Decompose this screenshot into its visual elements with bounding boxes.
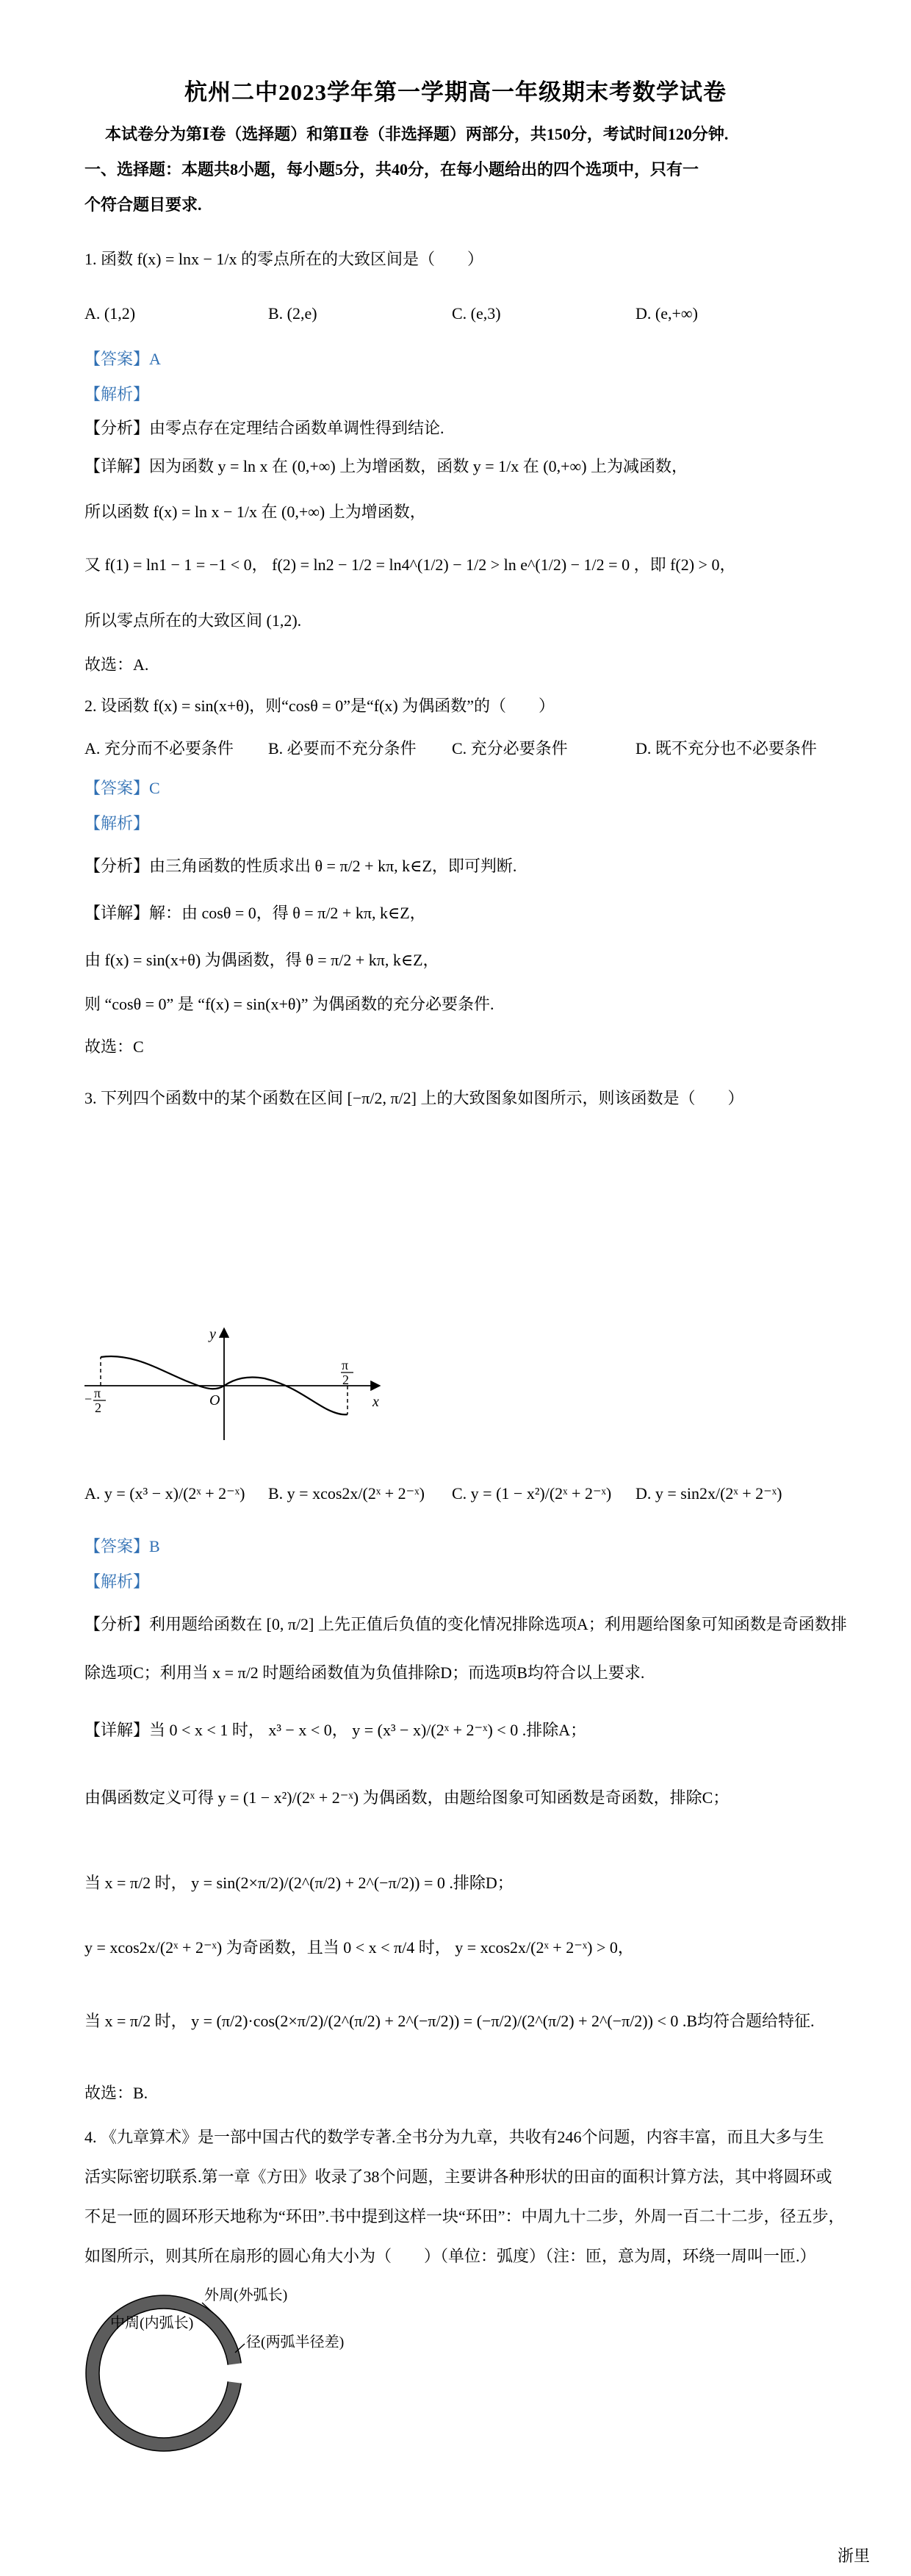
x-axis-label: x	[372, 1394, 379, 1410]
q1-option-c: C. (e,3)	[452, 304, 501, 323]
q1-option-d: D. (e,+∞)	[635, 304, 698, 323]
q1-jiexi: 【解析】	[84, 385, 150, 403]
q1-answer: 【答案】A	[84, 350, 161, 368]
label-outer-arc: 外周(外弧长)	[204, 2287, 288, 2303]
q1-detail-1: 【详解】因为函数 y = ln x 在 (0,+∞) 上为增函数，函数 y = 1/x 在 (0,+∞) 上为减函数，	[84, 457, 688, 475]
q2-detail-2: 由 f(x) = sin(x+θ) 为偶函数，得 θ = π/2 + kπ, k∈Z，	[84, 951, 439, 969]
q1-conclusion: 故选：A.	[84, 655, 149, 674]
label-middle-arc: 中周(内弧长)	[110, 2315, 194, 2331]
q3-answer: 【答案】B	[84, 1537, 160, 1555]
q3-option-b: B. y = xcos2x/(2ˣ + 2⁻ˣ)	[268, 1484, 425, 1503]
origin-label: O	[209, 1392, 220, 1408]
q1-option-b: B. (2,e)	[268, 304, 317, 323]
q1-analysis: 【分析】由零点存在定理结合函数单调性得到结论.	[84, 419, 444, 437]
q2-stem: 2. 设函数 f(x) = sin(x+θ)，则“cosθ = 0”是“f(x) 为偶函数”的（ ）	[84, 697, 555, 715]
q3-conclusion: 故选：B.	[84, 2084, 148, 2102]
q2-option-c: C. 充分必要条件	[452, 739, 568, 758]
q1-option-a: A. (1,2)	[84, 304, 136, 323]
q3-jiexi: 【解析】	[84, 1572, 150, 1591]
left-two-label: 2	[95, 1400, 101, 1415]
y-axis-label: y	[209, 1326, 216, 1342]
q3-detail-1: 【详解】当 0 < x < 1 时， x³ − x < 0， y = (x³ − x)/(2ˣ + 2⁻ˣ) < 0 .排除A；	[84, 1721, 587, 1739]
q3-option-d: D. y = sin2x/(2ˣ + 2⁻ˣ)	[635, 1484, 782, 1503]
q1-detail-2: 所以函数 f(x) = ln x − 1/x 在 (0,+∞) 上为增函数，	[84, 503, 426, 521]
q4-line-3: 不足一匝的圆环形天地称为“环田”.书中提到这样一块“环田”：中周九十二步，外周一百二十二步，径五步，	[84, 2207, 845, 2226]
q2-option-d: D. 既不充分也不必要条件	[635, 739, 817, 758]
q3-analysis-2: 除选项C；利用当 x = π/2 时题给函数值为负值排除D；而选项B均符合以上要求.	[84, 1663, 645, 1682]
right-pi-label: π	[342, 1358, 349, 1372]
q4-ring-field-figure	[84, 2270, 393, 2461]
right-two-label: 2	[342, 1372, 349, 1387]
q1-stem: 1. 函数 f(x) = lnx − 1/x 的零点所在的大致区间是（ ）	[84, 250, 484, 268]
q3-analysis-1: 【分析】利用题给函数在 [0, π/2] 上先正值后负值的变化情况排除选项A；利用题给图象可知函数是奇函数排	[84, 1615, 847, 1633]
q2-analysis: 【分析】由三角函数的性质求出 θ = π/2 + kπ, k∈Z，即可判断.	[84, 857, 517, 875]
q2-detail-3: 则 “cosθ = 0” 是 “f(x) = sin(x+θ)” 为偶函数的充分必要条件.	[84, 995, 494, 1013]
q2-jiexi: 【解析】	[84, 814, 150, 832]
section-heading-line1: 一、选择题：本题共8小题，每小题5分，共40分，在每小题给出的四个选项中，只有一	[84, 160, 699, 179]
q3-detail-3: 当 x = π/2 时， y = sin(2×π/2)/(2^(π/2) + 2^(−π/2)) = 0 .排除D；	[84, 1874, 514, 1892]
q4-line-1: 4. 《九章算术》是一部中国古代的数学专著.全书分为九章，共收有246个问题，内容丰富，而且大多与生	[84, 2128, 824, 2146]
q4-line-4: 如图所示，则其所在扇形的圆心角大小为（ ）（单位：弧度）（注：匝，意为周，环绕一周叫一匝.）	[84, 2247, 816, 2265]
page-title: 杭州二中2023学年第一学期高一年级期末考数学试卷	[184, 79, 727, 105]
q1-detail-4: 所以零点所在的大致区间 (1,2).	[84, 611, 302, 630]
q2-option-a: A. 充分而不必要条件	[84, 739, 234, 758]
label-diameter: 径(两弧半径差)	[246, 2334, 345, 2350]
q2-option-b: B. 必要而不充分条件	[268, 739, 417, 758]
left-pi-label: π	[94, 1386, 101, 1400]
intro-text: 本试卷分为第Ⅰ卷（选择题）和第Ⅱ卷（非选择题）两部分，共150分，考试时间120分钟.	[105, 125, 729, 143]
q3-option-c: C. y = (1 − x²)/(2ˣ + 2⁻ˣ)	[452, 1484, 612, 1503]
left-minus-label: −	[84, 1392, 93, 1406]
q3-function-graph	[84, 1323, 393, 1455]
q3-detail-2: 由偶函数定义可得 y = (1 − x²)/(2ˣ + 2⁻ˣ) 为偶函数，由题给图象可知函数是奇函数，排除C；	[84, 1788, 730, 1807]
q3-detail-5: 当 x = π/2 时， y = (π/2)·cos(2×π/2)/(2^(π/2) + 2^(−π/2)) = (−π/2)/(2^(π/2) + 2^(−π/2)) < 0 .B均符合题给特征.	[84, 2012, 815, 2030]
q3-stem: 3. 下列四个函数中的某个函数在区间 [−π/2, π/2] 上的大致图象如图所示，则该函数是（ ）	[84, 1089, 744, 1107]
q3-option-a: A. y = (x³ − x)/(2ˣ + 2⁻ˣ)	[84, 1484, 245, 1503]
q3-detail-4: y = xcos2x/(2ˣ + 2⁻ˣ) 为奇函数，且当 0 < x < π/4 时， y = xcos2x/(2ˣ + 2⁻ˣ) > 0，	[84, 1938, 634, 1957]
q1-detail-3: 又 f(1) = ln1 − 1 = −1 < 0， f(2) = ln2 − 1/2 = ln4^(1/2) − 1/2 > ln e^(1/2) − 1/2 = 0 ，即 f(2) > 0，	[84, 555, 736, 574]
q2-answer: 【答案】C	[84, 779, 160, 797]
page-footer: 浙里	[837, 2547, 870, 2565]
q2-conclusion: 故选：C	[84, 1037, 144, 1056]
section-heading-line2: 个符合题目要求.	[84, 195, 202, 214]
q2-detail-1: 【详解】解：由 cosθ = 0，得 θ = π/2 + kπ, k∈Z，	[84, 904, 426, 922]
q4-line-2: 活实际密切联系.第一章《方田》收录了38个问题，主要讲各种形状的田亩的面积计算方法，其中将圆环或	[84, 2167, 832, 2186]
